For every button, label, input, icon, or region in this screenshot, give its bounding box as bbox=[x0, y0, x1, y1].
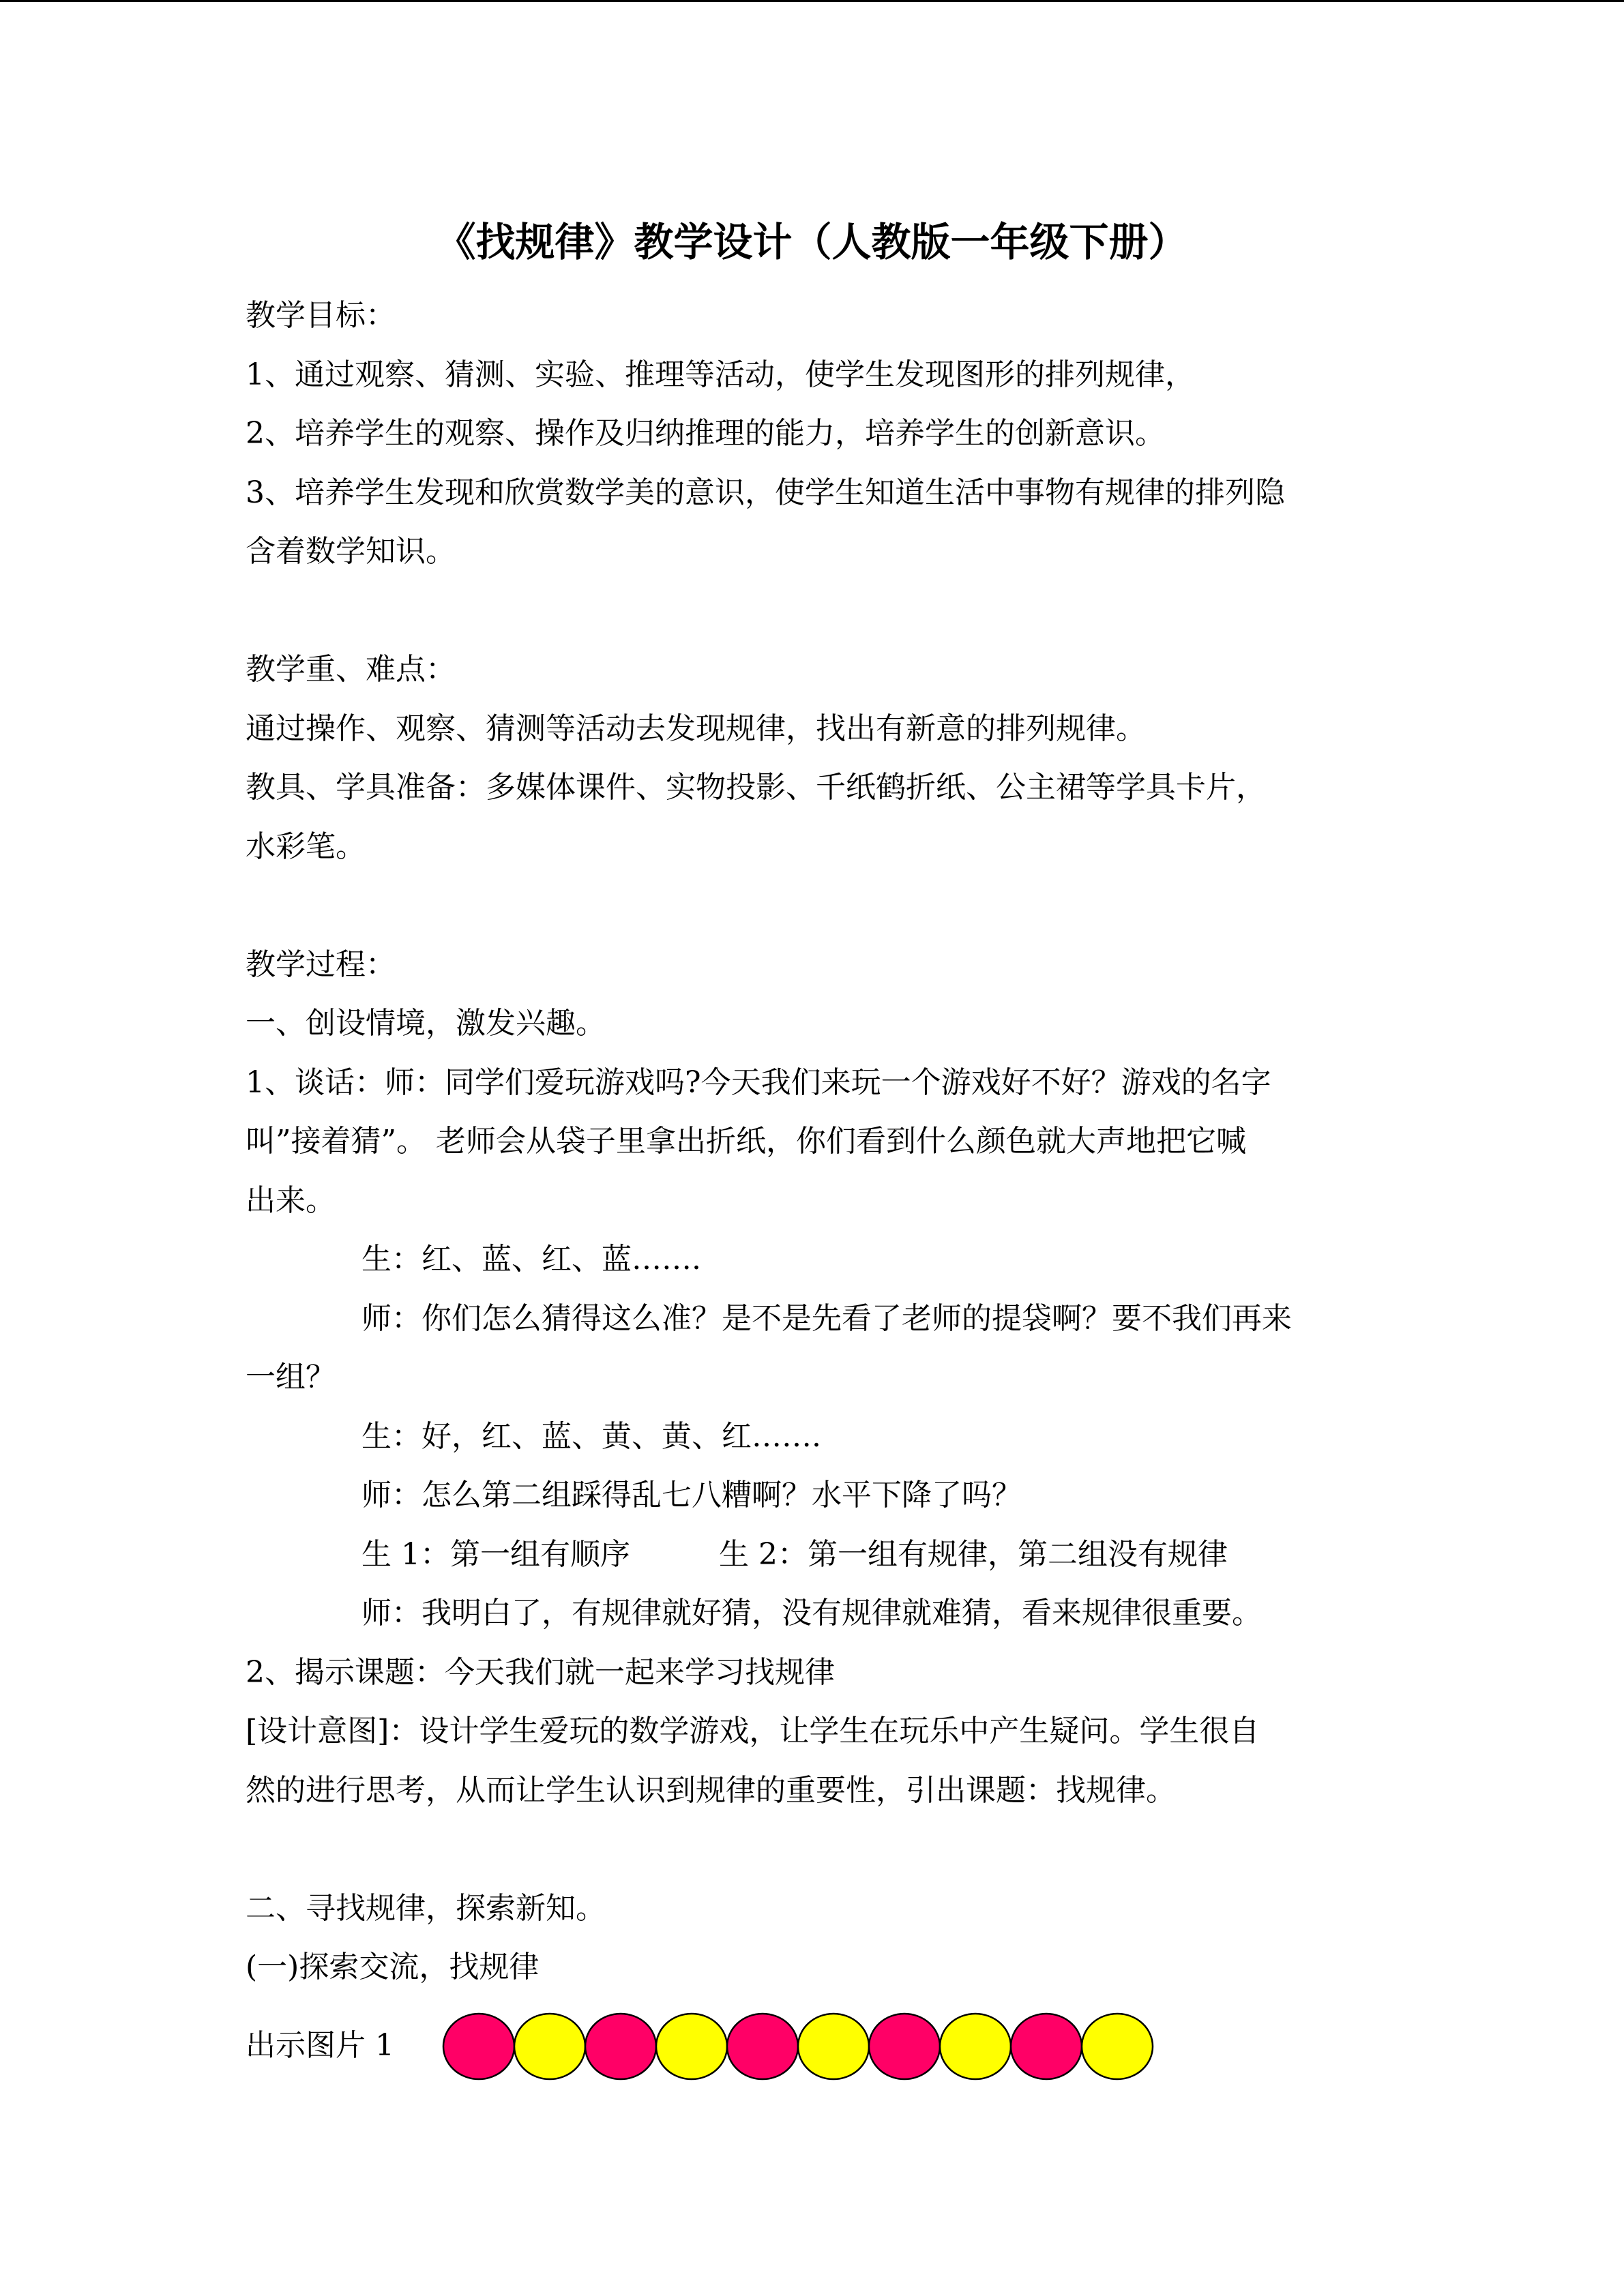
line-text: 2、培养学生的观察、操作及归纳推理的能力，培养学生的创新意识。 bbox=[246, 416, 1165, 451]
line-text: 然的进行思考，从而让学生认识到规律的重要性，引出课题：找规律。 bbox=[246, 1772, 1176, 1808]
text-line bbox=[246, 1230, 1378, 1289]
text-line bbox=[246, 818, 1378, 877]
text-line bbox=[246, 936, 1378, 995]
line-text: 教学目标： bbox=[246, 298, 396, 333]
picture-label: 出示图片 1 bbox=[246, 2027, 394, 2063]
picture-row bbox=[246, 1997, 1378, 2093]
red-bead bbox=[727, 2014, 798, 2079]
line-text: 二、寻找规律，探索新知。 bbox=[246, 1890, 606, 1926]
line-text: 教具、学具准备：多媒体课件、实物投影、千纸鹤折纸、公主裙等学具卡片， bbox=[246, 770, 1266, 805]
text-line bbox=[246, 1407, 1378, 1467]
text-line bbox=[246, 346, 1378, 405]
text-line bbox=[246, 994, 1378, 1054]
blank-line bbox=[246, 1820, 1378, 1879]
bead-sequence bbox=[246, 1997, 1200, 2093]
line-text: 水彩笔。 bbox=[246, 829, 366, 864]
text-line bbox=[246, 1584, 1378, 1643]
red-bead bbox=[585, 2014, 656, 2079]
paragraph-lines bbox=[246, 286, 1378, 1997]
text-line bbox=[246, 700, 1378, 759]
red-bead bbox=[443, 2014, 514, 2079]
text-line bbox=[246, 1879, 1378, 1939]
line-text: 2、揭示课题：今天我们就一起来学习找规律 bbox=[246, 1654, 835, 1690]
line-text: (一)探索交流，找规律 bbox=[246, 1950, 540, 1984]
line-text: 生：好，红、蓝、黄、黄、红……. bbox=[361, 1418, 821, 1454]
top-border bbox=[0, 0, 1624, 2]
line-text: 生 1：第一组有顺序 bbox=[361, 1536, 630, 1572]
line-text: 师：你们怎么猜得这么准？是不是先看了老师的提袋啊？要不我们再来 bbox=[361, 1300, 1292, 1336]
line-text: 1、谈话：师：同学们爱玩游戏吗?今天我们来玩一个游戏好不好？游戏的名字 bbox=[246, 1064, 1271, 1100]
line-text: [设计意图]：设计学生爱玩的数学游戏，让学生在玩乐中产生疑问。学生很自 bbox=[246, 1714, 1260, 1748]
line-text: 教学过程： bbox=[246, 946, 396, 982]
text-line bbox=[246, 1702, 1378, 1761]
line-text: 3、培养学生发现和欣赏数学美的意识，使学生知道生活中事物有规律的排列隐 bbox=[246, 475, 1285, 510]
yellow-bead bbox=[798, 2014, 869, 2079]
text-line bbox=[246, 1348, 1378, 1407]
text-line bbox=[246, 1761, 1378, 1821]
text-line bbox=[246, 758, 1378, 818]
blank-line bbox=[246, 582, 1378, 641]
line-text: 通过操作、观察、猜测等活动去发现规律，找出有新意的排列规律。 bbox=[246, 711, 1146, 746]
line-text-second: 生 2：第一组有规律，第二组没有规律 bbox=[718, 1536, 1228, 1572]
line-text: 一组？ bbox=[246, 1360, 336, 1395]
red-bead bbox=[1011, 2014, 1082, 2079]
text-line bbox=[246, 1112, 1378, 1172]
text-line bbox=[246, 1643, 1378, 1703]
line-text: 师：我明白了，有规律就好猜，没有规律就难猜，看来规律很重要。 bbox=[361, 1596, 1262, 1630]
text-line bbox=[246, 1938, 1378, 1997]
text-line bbox=[246, 1289, 1378, 1349]
text-line bbox=[246, 404, 1378, 464]
line-text: 出来。 bbox=[246, 1182, 336, 1218]
text-line bbox=[246, 464, 1378, 523]
yellow-bead bbox=[514, 2014, 585, 2079]
text-line bbox=[246, 640, 1378, 700]
text-line bbox=[246, 286, 1378, 346]
line-text: 含着数学知识。 bbox=[246, 534, 456, 569]
text-line bbox=[246, 1525, 1378, 1585]
line-text: 叫”接着猜”。 老师会从袋子里拿出折纸，你们看到什么颜色就大声地把它喊 bbox=[246, 1124, 1246, 1159]
line-text: 教学重、难点： bbox=[246, 652, 456, 687]
text-line bbox=[246, 1466, 1378, 1525]
document-body bbox=[246, 286, 1378, 2093]
line-text: 生：红、蓝、红、蓝……. bbox=[361, 1242, 701, 1277]
yellow-bead bbox=[1082, 2014, 1153, 2079]
page-title: 《找规律》教学设计（人教版一年级下册） bbox=[436, 219, 1188, 265]
line-text: 1、通过观察、猜测、实验、推理等活动，使学生发现图形的排列规律， bbox=[246, 357, 1195, 392]
yellow-bead bbox=[940, 2014, 1011, 2079]
text-line bbox=[246, 1054, 1378, 1113]
line-text: 师：怎么第二组踩得乱七八糟啊？水平下降了吗？ bbox=[361, 1478, 1022, 1512]
red-bead bbox=[869, 2014, 940, 2079]
yellow-bead bbox=[656, 2014, 727, 2079]
blank-line bbox=[246, 876, 1378, 936]
text-line bbox=[246, 522, 1378, 582]
line-text: 一、创设情境，激发兴趣。 bbox=[246, 1006, 606, 1041]
text-line bbox=[246, 1172, 1378, 1231]
